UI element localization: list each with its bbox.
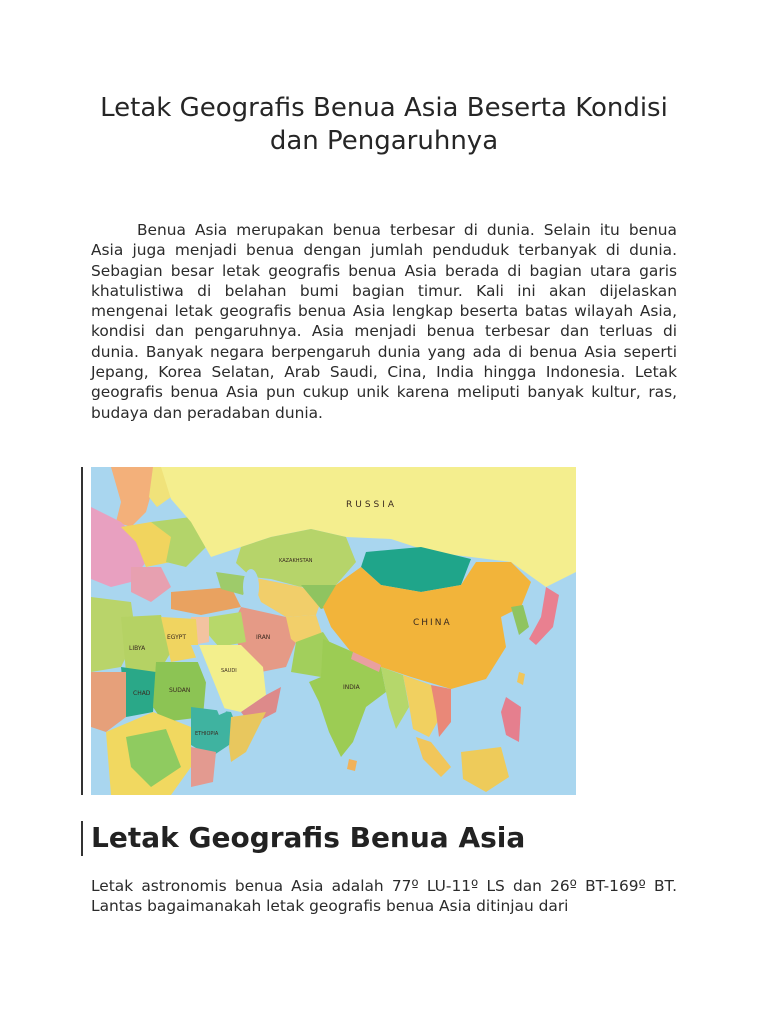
map-label-russia: RUSSIA [346,500,398,510]
map-label-india: INDIA [343,684,360,691]
heading-left-border [81,821,83,856]
map-caspian-sea [243,569,259,605]
map-label-ethiopia: ETHIOPIA [195,731,219,737]
map-label-saudi: SAUDI [221,668,237,674]
map-label-kazakhstan: KAZAKHSTAN [279,558,313,564]
map-black-sea [173,571,209,587]
intro-paragraph: Benua Asia merupakan benua terbesar di dunia. Selain itu benua Asia juga menjadi benua dengan jumlah penduduk terbanyak di dunia. Sebagian besar letak geografis benua Asia berada di bagian utara garis khatulistiwa di belahan bumi bagian timur. Kali ini akan dijelaskan mengenai letak geografis benua Asia lengkap beserta batas wilayah Asia, kondisi dan pengaruhnya. Asia menjadi benua terbesar dan terluas di dunia. Banyak negara berpengaruh dunia yang ada di benua Asia seperti Jepang, Korea Selatan, Arab Saudi, Cina, India hingga Indonesia. Letak geografis benua Asia pun cukup unik karena meliputi banyak kultur, ras, budaya dan peradaban dunia. [91,221,677,422]
image-left-border [81,467,83,795]
map-label-chad: CHAD [133,690,151,697]
section-heading: Letak Geografis Benua Asia [91,821,526,854]
map-label-iran: IRAN [256,634,271,641]
asia-map-image [91,467,576,795]
page-title: Letak Geografis Benua Asia Beserta Kondisi dan Pengaruhnya [100,93,668,156]
map-kenya [191,747,216,787]
map-label-egypt: EGYPT [167,634,187,641]
map-label-libya: LIBYA [129,645,146,652]
map-label-sudan: SUDAN [169,687,191,694]
map-label-china: CHINA [413,618,452,628]
section-paragraph: Letak astronomis benua Asia adalah 77º LU-11º LS dan 26º BT-169º BT. Lantas bagaimanakah letak geografis benua Asia ditinjau dari [91,877,677,916]
